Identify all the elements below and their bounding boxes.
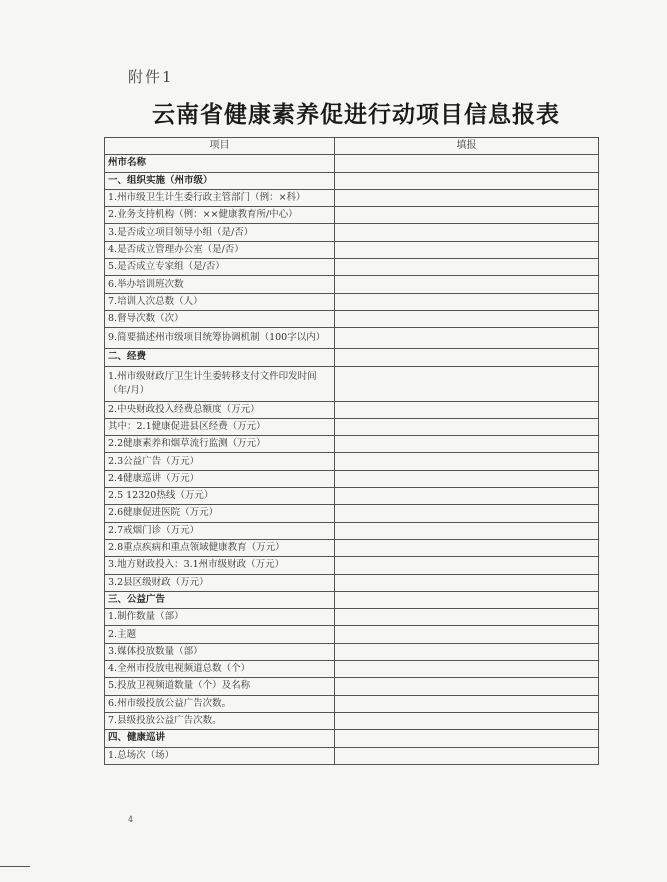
row-label: 5.是否成立专家组（是/否） (105, 259, 335, 276)
table-row (105, 207, 599, 224)
header-item: 项目 (105, 138, 335, 155)
table-row (105, 366, 599, 401)
row-label: 7.县级投放公益广告次数。 (105, 712, 335, 729)
fill-cell[interactable] (335, 189, 599, 206)
row-label: 一、组织实施（州市级） (105, 172, 335, 189)
table-row (105, 522, 599, 539)
table-row (105, 643, 599, 660)
report-table (104, 137, 599, 765)
row-label: 2.4健康巡讲（万元） (105, 470, 335, 487)
fill-cell[interactable] (335, 488, 599, 505)
table-row (105, 730, 599, 747)
table-row (105, 418, 599, 435)
table-row (105, 591, 599, 608)
table-row (105, 259, 599, 276)
fill-cell[interactable] (335, 678, 599, 695)
fill-cell[interactable] (335, 436, 599, 453)
row-label: 3.地方财政投入：3.1州市级财政（万元） (105, 557, 335, 574)
fill-cell[interactable] (335, 695, 599, 712)
table-row (105, 661, 599, 678)
table-row (105, 349, 599, 366)
table-row (105, 505, 599, 522)
fill-cell[interactable] (335, 747, 599, 764)
table-row (105, 470, 599, 487)
fill-cell[interactable] (335, 401, 599, 418)
table-row (105, 401, 599, 418)
fill-cell[interactable] (335, 224, 599, 241)
row-label: 其中：2.1健康促进县区经费（万元） (105, 418, 335, 435)
row-label: 2.中央财政投入经费总额度（万元） (105, 401, 335, 418)
attachment-label: 附件1 (128, 68, 174, 86)
fill-cell[interactable] (335, 557, 599, 574)
header-fill: 填报 (335, 138, 599, 155)
table-row (105, 224, 599, 241)
fill-cell[interactable] (335, 626, 599, 643)
table-row (105, 436, 599, 453)
fill-cell[interactable] (335, 609, 599, 626)
row-label: 1.州市级财政厅卫生计生委转移支付文件印发时间（年/月） (105, 366, 335, 401)
table-row (105, 241, 599, 258)
fill-cell[interactable] (335, 259, 599, 276)
table-row (105, 747, 599, 764)
row-label: 4.全州市投放电视频道总数（个） (105, 661, 335, 678)
row-label: 州市名称 (105, 155, 335, 172)
row-label: 2.5 12320热线（万元） (105, 488, 335, 505)
row-label: 6.州市级投放公益广告次数。 (105, 695, 335, 712)
fill-cell[interactable] (335, 155, 599, 172)
table-row (105, 695, 599, 712)
table-row (105, 678, 599, 695)
row-label: 1.州市级卫生计生委行政主管部门（例：×科） (105, 189, 335, 206)
row-label: 9.简要描述州市级项目统筹协调机制（100字以内） (105, 328, 335, 349)
fill-cell[interactable] (335, 470, 599, 487)
fill-cell[interactable] (335, 328, 599, 349)
fill-cell[interactable] (335, 418, 599, 435)
row-label: 二、经费 (105, 349, 335, 366)
page-title: 云南省健康素养促进行动项目信息报表 (152, 101, 560, 128)
fill-cell[interactable] (335, 712, 599, 729)
table-row (105, 276, 599, 293)
table-row (105, 539, 599, 556)
row-label: 4.是否成立管理办公室（是/否） (105, 241, 335, 258)
fill-cell[interactable] (335, 730, 599, 747)
table-row (105, 712, 599, 729)
table-row (105, 609, 599, 626)
table-row (105, 453, 599, 470)
row-label: 6.举办培训班次数 (105, 276, 335, 293)
fill-cell[interactable] (335, 276, 599, 293)
fill-cell[interactable] (335, 661, 599, 678)
fill-cell[interactable] (335, 453, 599, 470)
fill-cell[interactable] (335, 505, 599, 522)
row-label: 2.3公益广告（万元） (105, 453, 335, 470)
fill-cell[interactable] (335, 366, 599, 401)
table-row (105, 293, 599, 310)
row-label: 2.主题 (105, 626, 335, 643)
fill-cell[interactable] (335, 241, 599, 258)
row-label: 2.8重点疾病和重点领域健康教育（万元） (105, 539, 335, 556)
row-label: 8.督导次数（次） (105, 310, 335, 327)
page-number: 4 (128, 815, 134, 824)
row-label: 3.媒体投放数量（部） (105, 643, 335, 660)
row-label: 三、公益广告 (105, 591, 335, 608)
row-label: 2.6健康促进医院（万元） (105, 505, 335, 522)
fill-cell[interactable] (335, 591, 599, 608)
table-row (105, 488, 599, 505)
fill-cell[interactable] (335, 207, 599, 224)
row-label: 3.2县区级财政（万元） (105, 574, 335, 591)
table-row (105, 626, 599, 643)
fill-cell[interactable] (335, 522, 599, 539)
row-label: 2.2健康素养和烟草流行监测（万元） (105, 436, 335, 453)
table-header-row (105, 138, 599, 155)
table-row (105, 172, 599, 189)
row-label: 5.投放卫视频道数量（个）及名称 (105, 678, 335, 695)
row-label: 四、健康巡讲 (105, 730, 335, 747)
table-row (105, 189, 599, 206)
fill-cell[interactable] (335, 574, 599, 591)
row-label: 2.7戒烟门诊（万元） (105, 522, 335, 539)
table-row (105, 328, 599, 349)
row-label: 2.业务支持机构（例：××健康教育所/中心） (105, 207, 335, 224)
row-label: 3.是否成立项目领导小组（是/否） (105, 224, 335, 241)
row-label: 1.制作数量（部） (105, 609, 335, 626)
fill-cell[interactable] (335, 643, 599, 660)
fill-cell[interactable] (335, 349, 599, 366)
row-label: 7.培训人次总数（人） (105, 293, 335, 310)
table-row (105, 574, 599, 591)
row-label: 1.总场次（场） (105, 747, 335, 764)
fill-cell[interactable] (335, 172, 599, 189)
table-row (105, 557, 599, 574)
table-row (105, 310, 599, 327)
fill-cell[interactable] (335, 293, 599, 310)
scan-edge-mark (0, 866, 30, 867)
fill-cell[interactable] (335, 539, 599, 556)
table-row (105, 155, 599, 172)
table-body (105, 155, 599, 765)
fill-cell[interactable] (335, 310, 599, 327)
